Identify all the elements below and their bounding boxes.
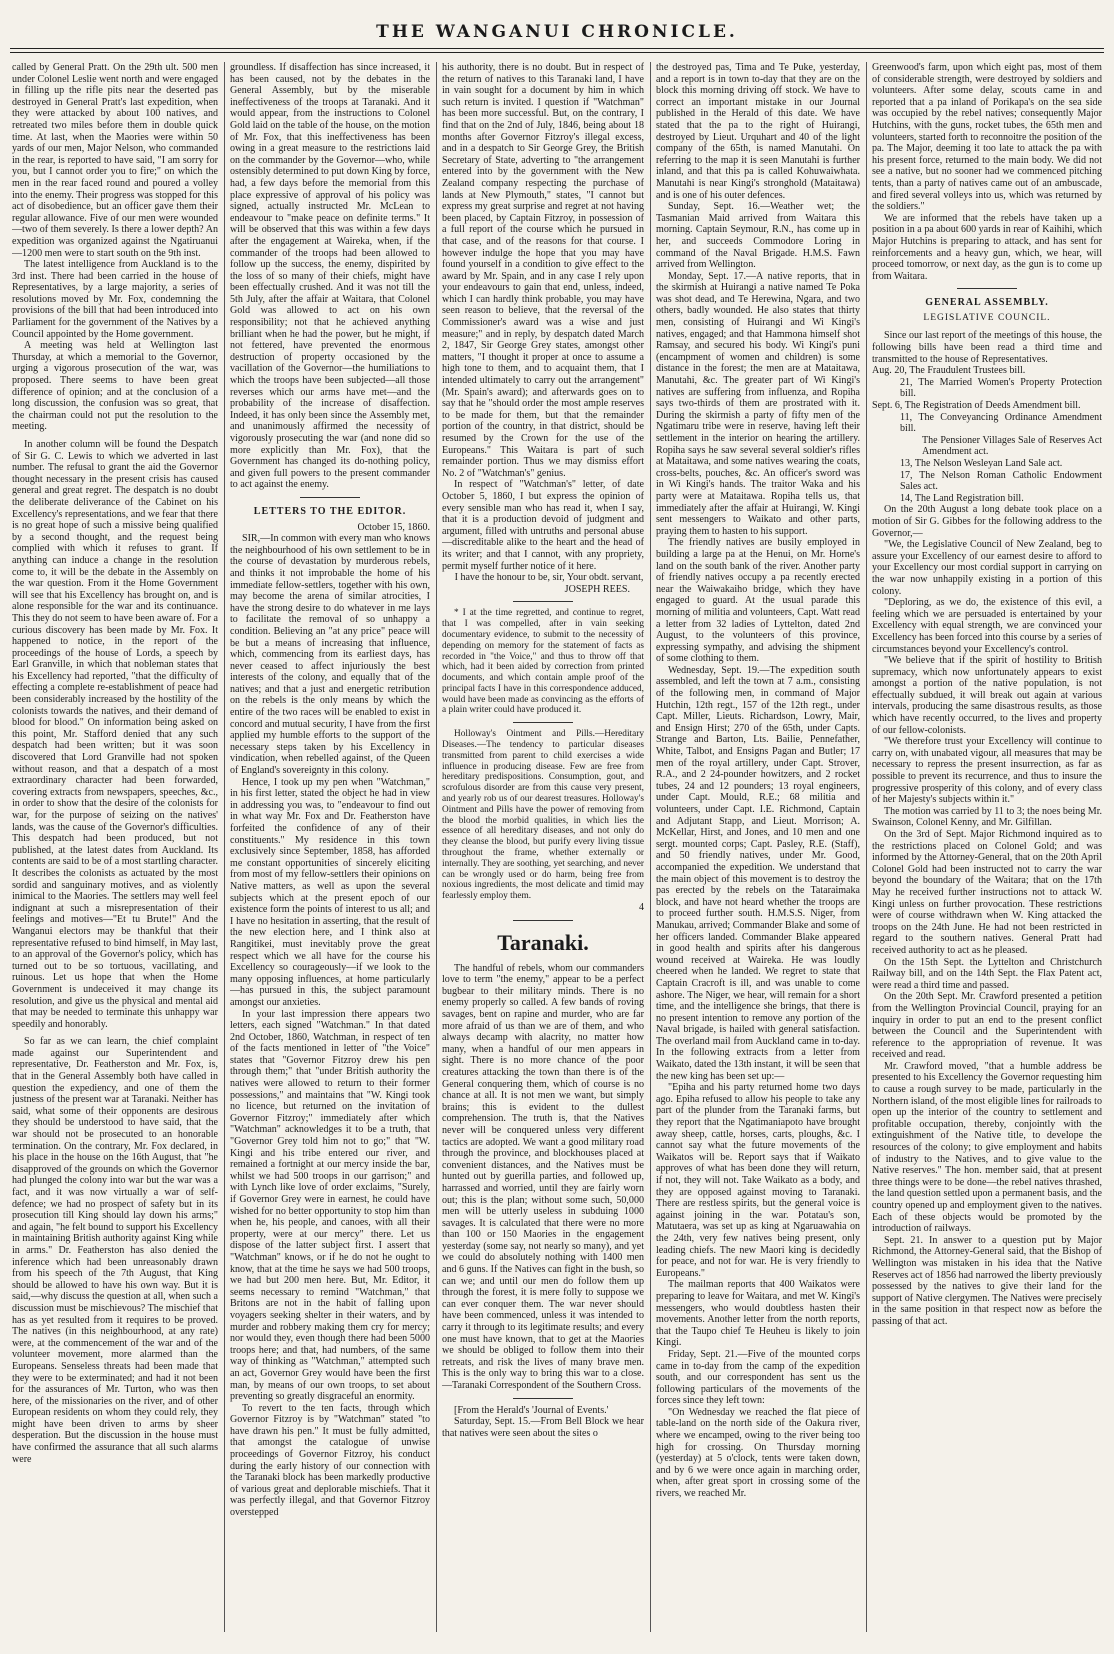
article-paragraph: Mr. Crawford moved, "that a humble address be presented to his Excellency the Governor requesting him to cause a rough survey to be made, particularly in the Northern island, of the most eligible lines for railroads to open up the interior of the country to settlement and profitable occupation, thereby, conjointly with the extinguishment of the Native title, to develope the resources of the colony; to give employment and habits of industry to the Natives, and to give value to the Native reserves." The hon. member said, that at present three things were to be done—the rebel natives thrashed, the land question settled upon a permanent basis, and the country opened up and employment given to the natives. Each of these objects would be promoted by the introduction of railways. — [872, 1060, 1102, 1235]
article-paragraph: Since our last report of the meetings of this house, the following bills have been read a third time and transmitted to the house of Representatives. — [872, 330, 1102, 365]
article-paragraph: In another column will be found the Despatch of Sir G. C. Lewis to which we adverted in last number. The refusal to grant the aid the Governor thought necessary in the present crisis has caused general and great regret. The despatch is no doubt the deliberate deliverance of the Cabinet on his Excellency's representations, and we fear that there is no great hope of such a missive being qualified by a second thought, and the request being complied with which it refuses to grant. If anything can induce a change in the resolution come to, it will be the debate in the Assembly on the war question. From it the Home Government will see that his Excellency has brought on, and is alone responsible for the war and its continuance. This they do not seem to have been aware of. For a curious discovery has been made by Mr. Fox. It happened to notice, in the report of the proceedings of the house of Lords, a speech by Earl Granville, in which that nobleman states that his Excellency had reported, "that the difficulty of effecting a complete re-establishment of peace had been considerably increased by the hostility of the colonists towards the natives, and their demand of blood for blood." On information being asked on this point, Mr. Stafford denied that any such despatch had been written; but it was soon discovered that Lord Granville had not spoken without reason, and that a despatch of a most extraordinary character had been forwarded, covering extracts from newspapers, speeches, &c., in order to show that the desire of the colonists for war, for the purpose of seizing on the natives' lands, was the cause of the Governor's difficulties. This despatch had been produced, but not published, at the latest dates from Auckland. Its contents are said to be of a most startling character. It describes the colonists as actuated by the most sordid and sanguinary motives, and as violently inimical to the Maories. The settlers may well feel indignant at such a misrepresentation of their feelings and motives—"Et tu Brute!" And the Wanganui electors may be thankful that their representative refused to bind himself, in May last, to an approval of the Governor's policy, which has turned out to be so tortuous, vacillating, and ruinous. Let us hope that when the Home Government is undeceived it may change its resolution, and give us the physical and mental aid that may be needed to terminate this unhappy war speedily and honorably. — [12, 439, 218, 1030]
taranaki-heading: Taranaki. — [497, 929, 589, 955]
bill-item: 21, The Married Women's Property Protection bill. — [900, 376, 1102, 400]
article-paragraph: A meeting was held at Wellington last Thursday, at which a memorial to the Governor, urging a vigorous prosecution of the war, was proposed. There seems to have been great difference of opinion; and at the conclusion of a long discussion, the confusion was so great, that the chairman could not put the resolution to the meeting. — [12, 340, 218, 433]
bill-item: 11, The Conveyancing Ordinance Amendment bill. — [900, 411, 1102, 435]
section-rule — [513, 920, 573, 921]
article-paragraph: The friendly natives are busily employed in building a large pa at the Henui, on Mr. Horne's land on the south bank of the river. Another party of friendly natives occupy a pa recently erected near the Waiwakaiho bridge, which they have engaged to guard. At the usual parade this morning of militia and volunteers, Capt. Watt read a letter from 32 ladies of Lyttelton, dated 2nd August, to the volunteers of this province, expressing sympathy, and advising the shipment of some clothing to them. — [656, 537, 860, 665]
article-paragraph: "We believe that if the spirit of hostility to British supremacy, which now unfortunately appears to exist amongst a portion of the native population, is not effectually subdued, it will break out again at various intervals, producing the same disastrous results, as those which have recently occurred, to the lives and property of our fellow-colonists. — [872, 655, 1102, 736]
article-paragraph: The latest intelligence from Auckland is to the 3rd inst. There had been carried in the house of Representatives, by a large majority, a series of resolutions moved by Mr. Fox, condemning the provisions of the bill that had been introduced into Parliament for the government of the Natives by a Council appointed by the Home government. — [12, 259, 218, 340]
legislative-council-heading: LEGISLATIVE COUNCIL. — [923, 312, 1051, 323]
article-paragraph: The handful of rebels, whom our commanders love to term "the enemy," appear to be a perfect bugbear to their military minds. There is no enemy properly so called. A few bands of roving savages, bent on rapine and murder, who are far more afraid of us than we are of them, and who always decamp with alacrity, no matter how many, when a handful of our men appears in sight. There is no more chance of the poor creatures attacking the town than there is of the General conquering them, which of course is no chance at all. It is not men we want, but simply brains; this is evident to the dullest comprehension. The truth is, that the Natives never will be conquered unless very different tactics are adopted. We want a good military road through the province, and blockhouses placed at convenient distances, and the Natives must be hunted out by guerilla parties, and followed up, harrassed and worried, until they are fairly worn out; this is the plan; without some such, 50,000 men will be utterly useless in subduing 1000 savages. It is calculated that there were no more than 100 or 150 Maories in the engagement yesterday (some say, not nearly so many), and yet we could do absolutely nothing with 1400 men and 6 guns. If the Natives can fight in the bush, so can we; and until our men do follow them up through the forest, it is mere folly to suppose we can ever conquer them. The war never should have been commenced, unless it was intended to carry it through to its legitimate results; and every one must have known, that to get at the Maories we should be obliged to follow them into their retreats, and risk the lives of many brave men. This is the only way to bring this war to a close.—Taranaki Correspondent of the Southern Cross. — [442, 962, 644, 1391]
bill-item: The Pensioner Villages Sale of Reserves Act Amendment act. — [922, 434, 1102, 458]
section-rule — [513, 722, 573, 723]
column-divider — [224, 62, 225, 1632]
article-paragraph: We are informed that the rebels have taken up a position in a pa about 600 yards in rear of Kaihihi, which Major Hutchins is preparing to attack, and has sent for reinforcements and a heavy gun, which, we hear, will proceed tomorrow, or next day, as the gun is to come up from Waitara. — [872, 212, 1102, 282]
letter-paragraph: his authority, there is no doubt. But in respect of the return of natives to this Taranaki land, I have in vain sought for a document by him in which such return is invited. I question if "Watchman" has been more successful. But, on the contrary, I find that on the 2nd of July, 1846, being about 18 months after Governor Fitzroy's illegal excess, and in a despatch to Sir George Grey, the British Secretary of State, adverting to "the arrangement entered into by the government with the New Zealand company respecting the purchase of lands at New Plymouth," states, "I cannot but express my great surprise and regret at not having been placed, by Captain Fitzroy, in possession of a full report of the course which he pursued in that case, and of the reasons for that course. I however indulge the hope that you may have found yourself in a condition to give effect to the award by Mr. Spain, and in any case I rely upon your endeavours to gain that end, unless, indeed, which I can hardly think probable, you may have seen reason to believe, that the reversal of the Commissioner's award was a wise and just measure;" and in reply, by despatch dated March 2, 1847, Sir George Grey states, amongst other matters, "I thought it proper at once to assume a high tone to them, and to acquaint them, that I intended ultimately to carry out the arrangement" (Mr. Spain's award); and afterwards goes on to say that he "should order the most ample reserves to be made for them, but that the remainder portion of the country, in that district, should be resumed by the Crown for the use of the Europeans." This Waitara is part of such remainder portion. Thus we may dismiss effort No. 2 of "Watchman's" genius. — [442, 62, 644, 479]
letters-heading: LETTERS TO THE EDITOR. — [253, 505, 407, 517]
letter-date: October 15, 1860. — [357, 521, 430, 533]
article-paragraph: "Epiha and his party returned home two days ago. Epiha refused to allow his people to take any part of the plunder from the Taranaki farms, but they report that the Ngatimaniapoto have brought away sheep, cattle, horses, carts, ploughs, &c. I cannot say what the future movements of the Waikatos will be. Report says that if Waikato approves of what has been done they will return, if not, they will not. Take Waikato as a body, and they are opposed against moving to Taranaki. There are restless spirits, but the general voice is against joining in the war. Potatau's son, Matutaera, was set up as king at Ngaruawahia on the 24th, very few natives being present, only leading chiefs. The new Maori king is decidedly for peace, and not for war. He is very friendly to Europeans." — [656, 1082, 860, 1279]
bill-item: 13, The Nelson Wesleyan Land Sale act. — [900, 458, 1063, 469]
column-divider — [866, 62, 867, 1632]
bill-item: 17, The Nelson Roman Catholic Endowment Sales act. — [900, 469, 1102, 493]
article-paragraph: Wednesday, Sept. 19.—The expedition south assembled, and left the town at 7 a.m., consisting of the following men, in command of Major Hutchin, 12th regt., 157 of the 12th regt., under Capt. Miller, Lieuts. Richardson, Lowry, Mair, and Ensign Hirst; 270 of the 65th, under Capts. Strange and Barton, Lts. Bailie, Pennefather, White, Talbot, and Ensigns Pagan and Butler; 17 men of the royal artillery, under Capt. Strover, R.A., and 2 24-pounder howitzers, and 2 rocket tubes, 24 and 12 pounders; 13 royal engineers, under Capt. Mould, R.E.; 68 militia and volunteers, under Capt. I.E. Richmond, Captain and Adjutant Stapp, and Lieut. Morrison; A. McKellar, Hirst, and Jones, and 10 men and one sergt. mounted corps; Capt. Pasley, R.E. (Staff), and 50 friendly natives, under Mr. Good, accompanied the expedition. We understand that the main object of this movement is to destroy the pas erected by the rebels on the Tataraimaka block, and have not heard whether the troops are to proceed further south. H.M.S.S. Niger, from Manukau, arrived; Commander Blake and some of her officers landed. Commander Blake appeared in good health and spirits after his dangerous wound received at Waireka. He was loudly cheered when he landed. We regret to state that Captain Cracroft is ill, and was unable to come ashore. The Niger, we hear, will remain for a short time, and the intelligence she brings, that there is no present intention to remove any portion of the Naval brigade, is hailed with general satisfaction. The overland mail from Auckland came in to-day. In the following extracts from a letter from Waikato, dated the 13th instant, it will be seen that the new king has been set up:— — [656, 664, 860, 1082]
column-4 — [656, 62, 860, 1632]
article-paragraph: Greenwood's farm, upon which eight pas, most of them of considerable strength, were destroyed by soldiers and volunteers. After some delay, scouts came in and reported that a pa inland of Porikapa's on the sea side was occupied by the rebel natives; consequently Major Hutchins, with the guns, rocket tubes, the 65th men and volunteers, started forth to reconnoitre the position of the pa. The Major, deeming it too late to attack the pa with his present force, returned to the main body. We did not see a native, but no sooner had we commenced pitching tents, than a party of natives came out of an ambuscade, and fired several volleys into us, which was returned by the soldiers." — [872, 62, 1102, 213]
advertisement: Holloway's Ointment and Pills.—Hereditary Diseases.—The tendency to particular diseases transmitted from parent to child exercises a wide influence in producing disease. Few are free from hereditary predispositions. Consumption, gout, and scrofulous disorder are from this cause very present, and yearly rob us of our dearest treasures. Holloway's Ointment and Pills have the power of removing from the blood the morbid qualities, in which lies the essence of all hereditary diseases, and not only do they cleanse the blood, but purify every living tissue throughout the frame, whether externally or internally. They are soothing, yet searching, and never can be wrongly used or do harm, being free from noxious ingredients, the most delicate and timid may fearlessly employ them. — [442, 729, 644, 902]
bills-list — [872, 365, 1102, 504]
article-paragraph: the destroyed pas, Tima and Te Puke, yesterday, and a report is in town to-day that they are on the block this morning driving off stock. We have to correct an important mistake in our Journal published in the Herald of this date. We have stated that the pa to the right of Huirangi, destroyed by Lieut. Urquhart and 40 of the light company of the 65th, is named Manutahi. On referring to the map it is seen Manutahi is further inland, and that this pa is called Kohuwaiwhata. Manutahi is near Kingi's stronghold (Mataitawa) and is one of his outer defences. — [656, 62, 860, 201]
footnote: * I at the time regretted, and continue to regret, that I was compelled, after in vain seeking documentary evidence, to submit to the necessity of depending on memory for the statement of facts as recorded in "the Voice," and thus to throw off that which, had it been aided by correction from printed documents, and which contain ample proof of the principal facts I have in this correspondence adduced, would have been made as convincing as the efforts of a plain writer could have produced it. — [442, 608, 644, 716]
advertisement-number: 4 — [638, 902, 644, 914]
article-paragraph: On the 3rd of Sept. Major Richmond inquired as to the restrictions placed on Colonel Gold; and was informed by the Attorney-General, that on the 20th April Colonel Gold had been instructed not to carry the war beyond the boundary of the Waitara; that on the 17th May he received further instructions not to attack W. Kingi unless on further provocation. These restrictions were of course withdrawn when W. King attacked the troops on the 24th June. He had not been restricted in regard to the southern natives. General Pratt had received authority to act as he pleased. — [872, 829, 1102, 956]
column-1 — [12, 62, 218, 1632]
article-paragraph: "We therefore trust your Excellency will continue to carry on, with unabated vigour, all measures that may be necessary to repress the present insurrection, as far as possible to prevent its recurrence, and thus to insure the progressive prosperity of this colony, and of every class of her Majesty's subjects within it." — [872, 736, 1102, 806]
article-paragraph: On the 20th Sept. Mr. Crawford presented a petition from the Wellington Provincial Council, praying for an inquiry in order to put an end to the present conflict between the Council and the Superintendent with reference to the appropriation of revenue. It was received and read. — [872, 991, 1102, 1061]
bill-item: 14, The Land Registration bill. — [900, 492, 1024, 504]
article-paragraph: So far as we can learn, the chief complaint made against our Superintendent and representative, Dr. Featherston and Mr. Fox, is, that in the General Assembly both have called in question the expediency, and one of them the justness of the present war at Taranaki. Neither has said, what some of their opponents are desirous they should be understood to have said, that the war should not be prosecuted to an honorable termination. On the contrary, Mr. Fox declared, in his place in the house on the 16th August, that "he disapproved of the grounds on which the Governor had plunged the colony into war but the war was a fact, and it was now virtually a war of self-defence; we had no prospect of safety but in its prosecution till King should lay down his arms;" and again, "he felt bound to support his Excellency in maintaining British authority against King while in arms." Dr. Featherston has also denied the inference which had been unreasonably drawn from his speech of the 7th August, that King should be allowed to have his own way. But it is said,—why discuss the question at all, when such a discussion must be mischievous? The mischief that has as yet resulted from it requires to be proved. The natives (in this neighbourhood, at any rate) were, at the commencement of the war and of the volunteer movement, more alarmed than the Europeans. Senseless threats had been made that they were to be exterminated; and had it not been for the assurances of Mr. Turton, who was then here, of the missionaries on the river, and of other European residents on whom they could rely, they might have been driven to arms by sheer desperation. But the discussion in the house must have confirmed the assurance that all such alarms were — [12, 1036, 218, 1465]
bill-item: Aug. 20, The Fraudulent Trustees bill. — [872, 365, 1026, 377]
article-paragraph: Sept. 21. In answer to a question put by Major Richmond, the Attorney-General said, that the Bishop of Wellington was mistaken in his idea that the Native Reserves act of 1856 had narrowed the liberty previously possessed by the natives to give their land for the support of Native clergymen. The Natives were precisely in the same position in that respect now as before the passing of that act. — [872, 1234, 1102, 1327]
article-paragraph: On the 15th Sept. the Lyttelton and Christchurch Railway bill, and on the 14th Sept. the Flax Patent act, were read a third time and passed. — [872, 956, 1102, 991]
column-divider — [650, 62, 651, 1632]
section-rule — [300, 497, 360, 498]
column-5 — [872, 62, 1102, 1632]
letter-paragraph: SIR,—In common with every man who knows the neighbourhood of his own settlement to be in the course of devastation by murderous rebels, and thinks it not improbable the home of his immediate fellow-settlers, together with his own, may become the arena of similar atrocities, I have the strong desire to do whatever in me lays to facilitate the removal of so unhappy a condition. Believing an "at any price" peace will be but a means of increasing that influence, which, commencing from its earliest days, has never ceased to affect injuriously the best interests of the colony, and equally that of the natives; and that a just and energetic retribution on the rebels is the only means by which the entire of the two races will be enabled to exist in concord and mutual security, I have from the first applied my humble efforts to the support of the necessary steps taken by his Excellency in vindication, when rebelled against, of the Queen of England's sovereignty in this colony. — [230, 533, 430, 777]
section-rule — [513, 601, 573, 602]
article-paragraph: called by General Pratt. On the 29th ult. 500 men under Colonel Leslie went north and were engaged in filling up the rifle pits near the deserted pas destroyed in General Pratt's last expedition, when they were attacked by about 100 natives, and retreated two miles before them in double quick time. At last, when the Maories were within 50 yards of our men, Major Nelson, who commanded in the rear, is reported to have said, "I am sorry for you, but I cannot order you to fire;" on which the men in the rear faced round and poured a volley into the enemy. Their progress was stopped for this act of disobedience, but an officer gave them their regular allowance. Five of our men were wounded—two of them severely. Is there a lower depth? An expedition was organized against the Ngatiruanui—1200 men were to start south on the 9th inst. — [12, 62, 218, 259]
article-paragraph: "We, the Legislative Council of New Zealand, beg to assure your Excellency of our earnest desire to afford to your Excellency our most cordial support in carrying on the war now unhappily existing in a portion of this colony. — [872, 539, 1102, 597]
article-paragraph: "On Wednesday we reached the flat piece of table-land on the north side of the Oakura river, where we encamped, owing to the river being too high for crossing. On Thursday morning (yesterday) at 5 o'clock, tents were taken down, and by 6 we were once again in marching order, when, after great sport in crossing some of the rivers, we reached Mr. — [656, 1406, 860, 1500]
article-paragraph: "Deploring, as we do, the existence of this evil, a feeling which we are persuaded is entertained by your Excellency with equal strength, we are convinced your Excellency has been forced into this course by a series of circumstances beyond your Excellency's control. — [872, 597, 1102, 655]
article-paragraph: On the 20th August a long debate took place on a motion of Sir G. Gibbes for the following address to the Governor,— — [872, 504, 1102, 539]
masthead: THE WANGANUI CHRONICLE. — [376, 22, 738, 42]
section-rule — [957, 288, 1017, 289]
letter-paragraph: In respect of "Watchman's" letter, of date October 5, 1860, I but express the opinion of every sensible man who has read it, when I say, that it is a production devoid of judgment and argument, filled with untruths and personal abuse—discreditable alike to the heart and the head of its writer; and that I cannot, with any propriety, permit myself further notice of it here. — [442, 479, 644, 572]
article-paragraph: groundless. If disaffection has since increased, it has been caused, not by the debates in the General Assembly, but by the miserable ineffectiveness of the troops at Taranaki. And it would appear, from the instructions to Colonel Gold laid on the table of the house, on the motion of Mr. Fox, that this ineffectiveness has been owing in a great measure to the restrictions laid on the commander by the Governor—who, while ostensibly determined to put down King by force, had, a few days before the memorial from this place expressive of approval of his policy was signed, actually instructed Mr. McLean to endeavour to "make peace on definite terms." It will be observed that this was within a few days after the engagement at Waireka, when, if the commander of the troops had been allowed to follow up the success, the enemy, dispirited by the loss of so many of their chiefs, might have been effectually crushed. And it was not till the 5th July, after the affair at Waitara, that Colonel Gold was allowed to act on his own responsibility; not that he achieved anything brilliant when he had the power, but he might, if not fettered, have prevented the enormous destruction of property occasioned by the vacillation of the Governor—the humiliations to which the troops have been subjected—all those reverses which our arms have met—and the probability of the increase of disaffection. Indeed, it has only been since the Assembly met, and unanimously affirmed the necessity of vigorously prosecuting the war (and none did so more explicitly than Mr. Fox), that the Government has changed its do-nothing policy, and given full powers to the present commander to act against the enemy. — [230, 62, 430, 491]
letter-paragraph: In your last impression there appears two letters, each signed "Watchman." In that dated 2nd October, 1860, Watchman, in respect of ten of the facts mentioned in letter of "the Voice" states that "Governor Fitzroy drew his pen through them;" that "under British authority the natives were allowed to return to their former possessions," and maintains that "W. Kingi took no licence, but returned on the invitation of Governor Fitzroy;" immediately after which "Watchman" acknowledges it to be a truth, that "Governor Grey told him not to go;" that "W. Kingi and his tribe entered our river, and remained a fortnight at our mercy inside the bar, whilst we had 500 troops in our garrison;" and with Lynch like love of order exclaims, "Surely, if Governor Grey were in earnest, he could have wished for no better opportunity to stop him than when he, his people, and canoes, with all their property, were at our mercy" there. Let us dispose of the latter subject first. I assert that "Watchman" knows, or if he do not he ought to know, that at the time he says we had 500 troops, we had but 200 men here. But, Mr. Editor, it seems necessary to remind "Watchman," that Britons are not in the habit of falling upon voyagers seeking shelter in their waters, and by murder and robbery making them cry for mercy; nor would they, even though there had been 5000 troops here; and that, had numbers, of the same way of thinking as "Watchman," attempted such an act, Governor Grey would have been the first man, by means of our own troops, to set about preventing so greatly disgraceful an enormity. — [230, 1008, 430, 1403]
article-paragraph: Sunday, Sept. 16.—Weather wet; the Tasmanian Maid arrived from Waitara this morning. Captain Seymour, R.N., has come up in her, and succeeds Commodore Loring in command of the Naval Brigade. H.M.S. Fawn arrived from Wellington. — [656, 201, 860, 271]
general-assembly-heading: GENERAL ASSEMBLY. — [925, 297, 1049, 309]
article-paragraph: [From the Herald's 'Journal of Events.' — [454, 1404, 609, 1416]
article-paragraph: Monday, Sept. 17.—A native reports, that in the skirmish at Huirangi a native named Te Poka was shot dead, and Te Herewina, Ngara, and two others, badly wounded. He also states that thirty men, consisting of Huirangi and Wi Kingi's natives, engaged; and that Hammona himself shot Ramsay, and secured his body. Wi Kingi's puni (encampment of women and children) is some distance in the forest; the men are at Mataitawa, Manutahi, &c. The greater part of Wi Kingi's natives are suffering from influenza, and Ropiha says two-thirds of them are prostrated with it. During the skirmish a party of fifty men of the Ngatimaru tribe were in reserve, having left their settlement in the interior on hearing the artillery. Ropiha says he saw several several soldier's rifles at Mataitawa, and some natives wearing the coats, cross-belts, pouches, &c. An officer's sword was in Wi Kingi's hands. The traitor Waka and his party were at Mataitawa. Ropiha tells us, that immediately after the affair at Huirangi, W. Kingi sent messengers to Waikato and other parts, praying them to hasten to his support. — [656, 270, 860, 537]
letter-signature: JOSEPH REES. — [564, 583, 630, 595]
bill-item: Sept. 6, The Registration of Deeds Amendment bill. — [872, 400, 1081, 412]
letter-paragraph: Hence, I took up my pen when "Watchman," in his first letter, stated the object he had in view in addressing you was, to "endeavour to find out in what way Mr. Fox and Dr. Featherston have forfeited the confidence of any of their constituents." My residence in this town exclusively since September, 1858, has afforded me constant opportunities of sincerely eliciting from most of my fellow-settlers their opinions on Native matters, as well as upon the several subjects which at the present epoch of our existence form the points of interest to us all; and I have no hesitation in asserting, that the result of the new election here, and I think also at Rangitikei, must inevitably prove the great respect which we all have for the course his Excellency so courageously—if we look to the many opposing influences, at home particularly—has pursued in this, the subject paramount amongst our anxieties. — [230, 776, 430, 1008]
masthead-rule-lower — [10, 52, 1104, 53]
masthead-rule — [10, 48, 1104, 49]
article-paragraph: The motion was carried by 11 to 3; the noes being Mr. Swainson, Colonel Kenny, and Mr. Gilfillan. — [872, 805, 1102, 829]
letter-close: I have the honour to be, sir, Your obdt. servant, — [454, 572, 644, 584]
column-3 — [442, 62, 644, 1632]
article-paragraph: Friday, Sept. 21.—Five of the mounted corps came in to-day from the camp of the expedition south, and our correspondent has sent us the following particulars of the movements of the forces since they left town: — [656, 1348, 860, 1407]
article-paragraph: The mailman reports that 400 Waikatos were preparing to leave for Waitara, and met W. Kingi's messengers, who would doubtless hasten their movements. Another letter from the north reports, that the Taupo chief Te Heuheu is likely to join Kingi. — [656, 1279, 860, 1349]
column-2 — [230, 62, 430, 1632]
letter-paragraph: To revert to the ten facts, through which Governor Fitzroy is by "Watchman" stated "to have drawn his pen." It must be fully admitted, that amongst the catalogue of unwise proceedings of Governor Fitzroy, his conduct during the early history of our connection with the Taranaki block has been markedly productive of various great and deplorable mischiefs. That it was perfectly illegal, and that Governor Fitzroy overstepped — [230, 1402, 430, 1519]
article-paragraph: Saturday, Sept. 15.—From Bell Block we hear that natives were seen about the sites o — [442, 1416, 644, 1439]
section-rule — [513, 1398, 573, 1399]
column-divider — [436, 62, 437, 1632]
